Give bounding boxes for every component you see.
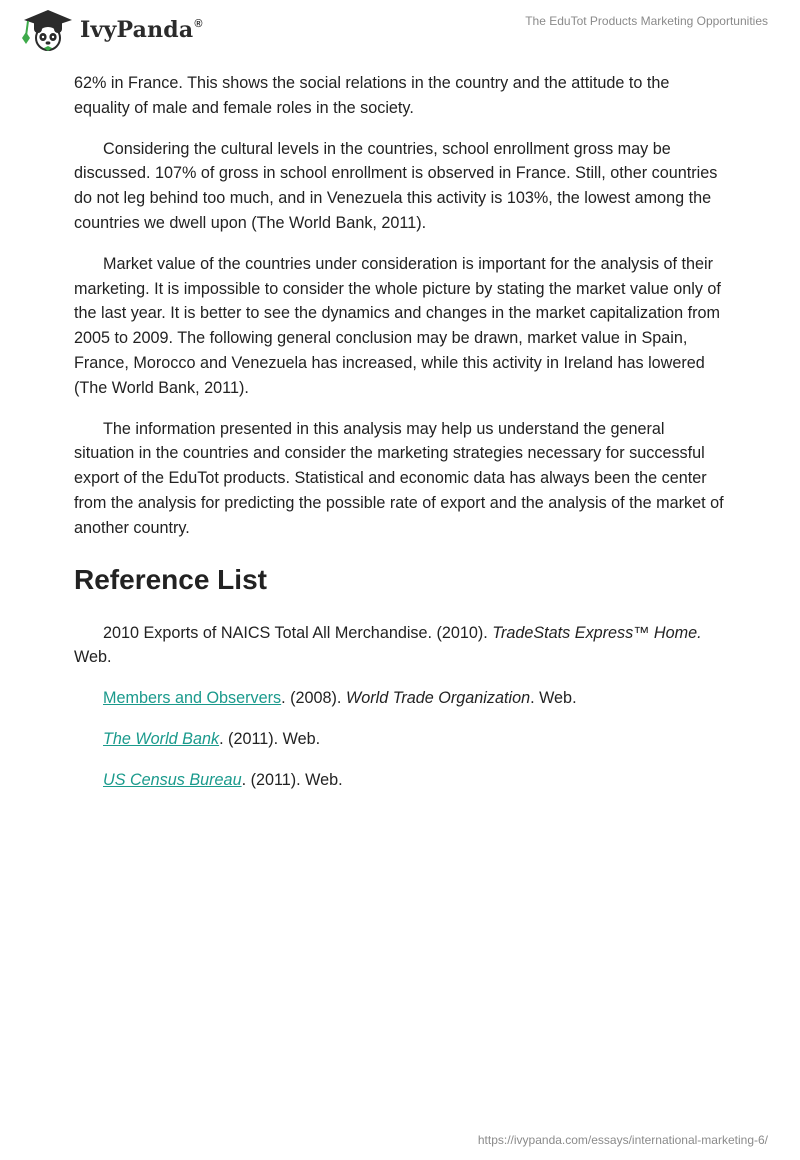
essay-content: [74, 71, 726, 809]
reference-text: 2010 Exports of NAICS Total All Merchandise. (2010).: [103, 623, 493, 642]
reference-item: [74, 727, 726, 752]
reference-link-world-bank[interactable]: The World Bank: [103, 729, 220, 748]
reference-text: . Web.: [530, 689, 577, 708]
brand-name: IvyPanda®: [80, 17, 203, 43]
reference-source: World Trade Organization: [345, 689, 531, 708]
reference-link-census-bureau[interactable]: US Census Bureau: [103, 770, 242, 789]
panda-graduate-icon: [14, 8, 76, 52]
reference-link-members-observers[interactable]: Members and Observers: [103, 689, 282, 708]
paragraph-market-value: Market value of the countries under consideration is important for the analysis of their marketing. It is impossible to consider the whole picture by stating the market value only of the last year. It is better to see the dynamics and changes in the market capitalization from 2005 to 2009. The following general conclusion may be drawn, market value in Spain, France, Morocco and Venezuela has increased, while this activity in Ireland has lowered (The World Bank, 2011).: [74, 254, 721, 397]
document-title: The EduTot Products Marketing Opportunities: [525, 14, 768, 28]
registered-mark: ®: [194, 18, 203, 30]
reference-list-heading: Reference List: [74, 563, 267, 595]
footer-url: https://ivypanda.com/essays/international-marketing-6/: [477, 1133, 768, 1147]
reference-text: Web.: [74, 648, 112, 667]
reference-source: TradeStats Express™ Home.: [492, 623, 702, 642]
reference-item: [74, 686, 726, 711]
reference-text: . (2011). Web.: [219, 729, 321, 748]
page-header: [0, 0, 800, 70]
ivypanda-logo[interactable]: [14, 8, 203, 52]
paragraph-enrollment: Considering the cultural levels in the countries, school enrollment gross may be discussed. 107% of gross in school enrollment is observed in France. Still, other countries do not leg behind too much, and in Venezuela this activity is 103%, the lowest among the countries we dwell upon (The World Bank, 2011).: [74, 139, 718, 232]
paragraph-continued: 62% in France. This shows the social relations in the country and the attitude to the equality of male and female roles in the society.: [74, 74, 670, 117]
reference-text: . (2008).: [281, 689, 346, 708]
reference-text: . (2011). Web.: [241, 770, 343, 789]
paragraph-conclusion: The information presented in this analysis may help us understand the general situation in the countries and consider the marketing strategies necessary for successful export of the EduTot products. Statistical and economic data has always been the center from the analysis for predicting the possible rate of export and the analysis of the market of another country.: [74, 419, 724, 537]
reference-item: [74, 768, 726, 793]
reference-item: [74, 621, 726, 671]
